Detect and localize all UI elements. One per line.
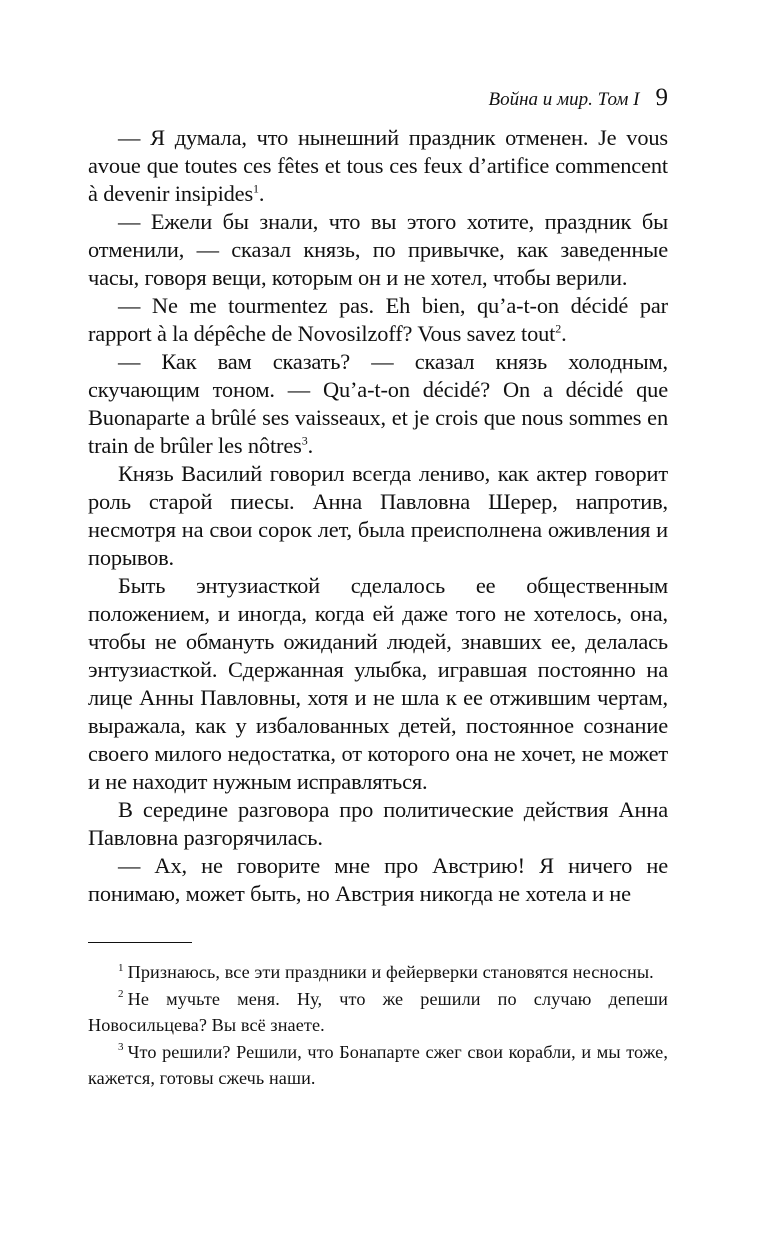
footnote: $^2$ Не мучьте меня. Ну, что же решили по случаю депеши Новосильцева? Вы всё знаете. — [88, 988, 668, 1035]
book-page — [88, 78, 668, 1092]
footnote-reference: 2 — [555, 321, 562, 336]
footnote: $^1$ Признаюсь, все эти праздники и фейерверки становятся несносны. — [118, 961, 654, 982]
paragraph: — Ne me tourmentez pas. Eh bien, qu’a-t-on décidé par rapport à la dépêche de Novosilzoff? Vous savez tout$^2$. — [88, 293, 668, 346]
paragraph: В середине разговора про политические действия Анна Павловна разгорячилась. — [88, 797, 668, 850]
paragraph: — Ах, не говорите мне про Австрию! Я ничего не понимаю, может быть, но Австрия никогда не хотела и не — [88, 853, 668, 906]
footnotes — [88, 959, 668, 1092]
footnote-reference: 3 — [301, 433, 308, 448]
footnote-marker: 2 — [118, 988, 124, 1001]
footnote-marker: 1 — [118, 961, 124, 974]
paragraph: Князь Василий говорил всегда лениво, как актер говорит роль старой пиесы. Анна Павловна Шерер, напротив, несмотря на свои сорок лет, была преисполнена оживления и порывов. — [88, 461, 668, 570]
paragraph: Быть энтузиасткой сделалось ее общественным положением, и иногда, когда ей даже того не хотелось, она, чтобы не обмануть ожиданий людей, знавших ее, делалась энтузиасткой. Сдержанная улыбка, игравшая постоянно на лице Анны Павловны, хотя и не шла к ее отжившим чертам, выражала, как у избалованных детей, постоянное сознание своего милого недостатка, от которого она не хочет, не может и не находит нужным исправляться. — [88, 573, 668, 794]
paragraph: — Ежели бы знали, что вы этого хотите, праздник бы отменили, — сказал князь, по привычке, как заведенные часы, говоря вещи, которым он и не хотел, чтобы верили. — [88, 209, 668, 290]
running-title: Война и мир. Том I — [488, 89, 640, 110]
page-number: 9 — [655, 84, 668, 111]
footnote-marker: 3 — [118, 1041, 124, 1054]
paragraph: — Я думала, что нынешний праздник отменен. Je vous avoue que toutes ces fêtes et tous ces feux d’artifice commencent à devenir insipides$^1$. — [88, 125, 668, 206]
footnote: $^3$ Что решили? Решили, что Бонапарте сжег свои корабли, и мы тоже, кажется, готовы сжечь наши. — [88, 1041, 668, 1088]
paragraph: — Как вам сказать? — сказал князь холодным, скучающим тоном. — Qu’a-t-on décidé? On a décidé que Buonaparte a brûlé ses vaisseaux, et je crois que nous sommes en train de brûler les nôtres$^3$. — [88, 349, 668, 458]
footnote-reference: 1 — [253, 181, 259, 196]
footnote-divider — [88, 942, 192, 943]
running-head — [88, 78, 668, 118]
body-text — [88, 124, 668, 908]
